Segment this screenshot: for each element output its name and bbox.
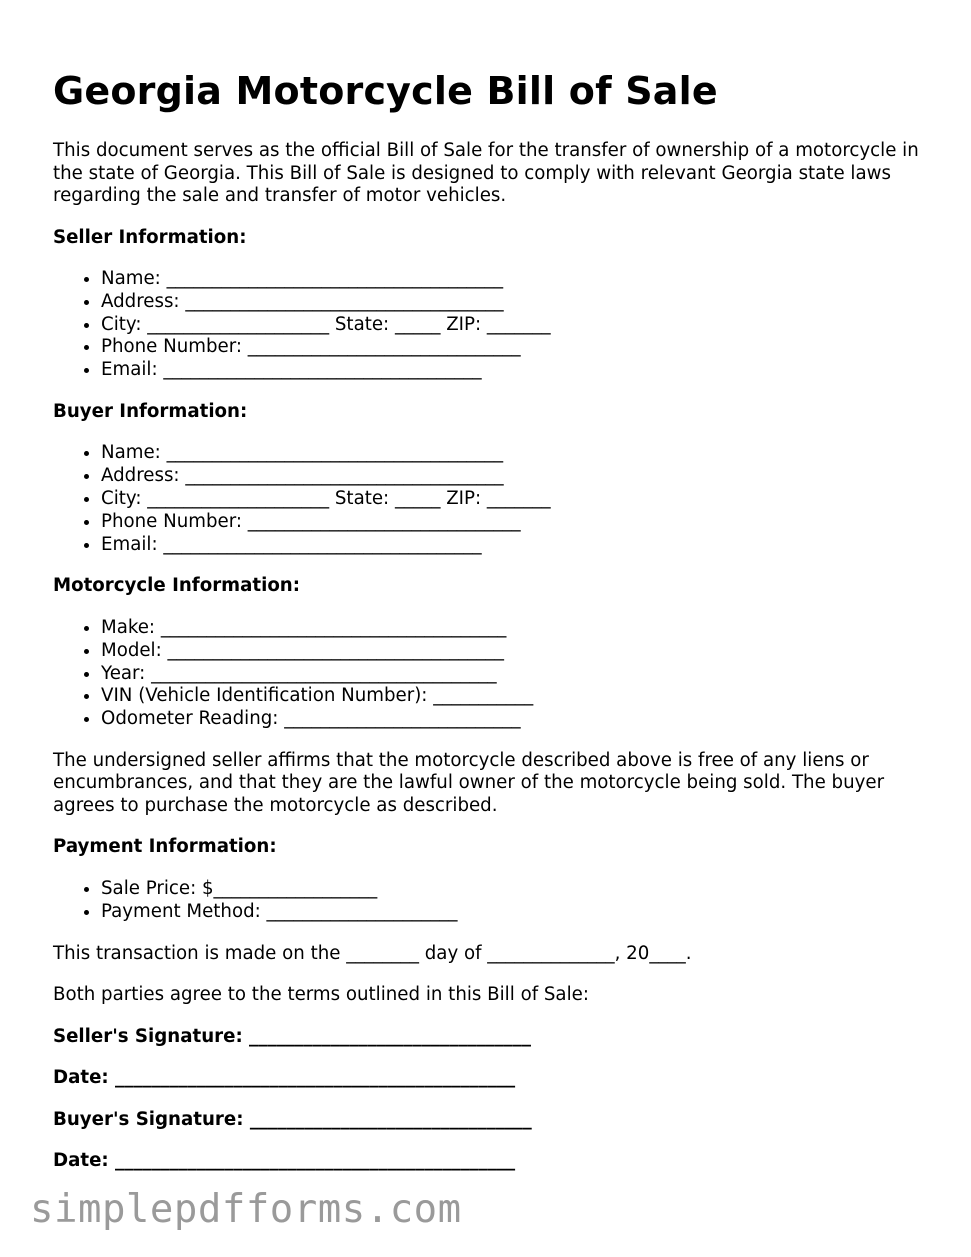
buyer-name-field[interactable]: • Name: _____________________________________ [101, 442, 923, 465]
seller-date-line[interactable]: Date: ____________________________________________ [53, 1067, 516, 1089]
buyer-city-state-zip-field[interactable]: • City: ____________________ State: _____ ZIP: _______ [101, 488, 923, 511]
seller-signature-line[interactable]: Seller's Signature: _______________________________ [53, 1025, 531, 1047]
seller-name-field[interactable]: • Name: _____________________________________ [101, 268, 923, 291]
motorcycle-section-heading: Motorcycle Information: [53, 575, 301, 597]
motorcycle-vin-field[interactable]: • VIN (Vehicle Identification Number): ___________ [101, 685, 923, 708]
seller-address-field[interactable]: • Address: ___________________________________ [101, 291, 923, 314]
seller-field-list [53, 268, 923, 382]
sale-price-field[interactable]: • Sale Price: $__________________ [101, 878, 923, 901]
document-title: Georgia Motorcycle Bill of Sale [53, 69, 718, 113]
agreement-line: Both parties agree to the terms outlined in this Bill of Sale: [53, 984, 589, 1006]
buyer-address-field[interactable]: • Address: ___________________________________ [101, 465, 923, 488]
seller-section-heading: Seller Information: [53, 226, 247, 248]
buyer-date-line[interactable]: Date: ____________________________________________ [53, 1150, 516, 1172]
buyer-phone-field[interactable]: • Phone Number: ______________________________ [101, 511, 923, 534]
payment-field-list [53, 878, 923, 924]
seller-email-field[interactable]: • Email: ___________________________________ [101, 359, 923, 382]
motorcycle-make-field[interactable]: • Make: ______________________________________ [101, 617, 923, 640]
buyer-signature-line[interactable]: Buyer's Signature: _______________________________ [53, 1108, 532, 1130]
buyer-field-list [53, 442, 923, 556]
watermark-text: simplepdfforms.com [30, 1187, 462, 1232]
seller-phone-field[interactable]: • Phone Number: ______________________________ [101, 336, 923, 359]
affirmation-paragraph: The undersigned seller affirms that the motorcycle described above is free of any liens or encumbrances, and that they are the lawful owner of the motorcycle being sold. The buyer agrees to purchase the motorcycle as described. [53, 749, 885, 816]
payment-section-heading: Payment Information: [53, 836, 277, 858]
transaction-date-line[interactable]: This transaction is made on the ________ day of ______________, 20____. [53, 942, 692, 964]
buyer-section-heading: Buyer Information: [53, 400, 248, 422]
motorcycle-field-list [53, 617, 923, 731]
document-page [53, 66, 923, 1173]
motorcycle-odometer-field[interactable]: • Odometer Reading: __________________________ [101, 708, 923, 731]
motorcycle-year-field[interactable]: • Year: ______________________________________ [101, 663, 923, 686]
buyer-email-field[interactable]: • Email: ___________________________________ [101, 534, 923, 557]
payment-method-field[interactable]: • Payment Method: _____________________ [101, 901, 923, 924]
motorcycle-model-field[interactable]: • Model: _____________________________________ [101, 640, 923, 663]
seller-city-state-zip-field[interactable]: • City: ____________________ State: _____ ZIP: _______ [101, 314, 923, 337]
intro-paragraph: This document serves as the official Bill of Sale for the transfer of ownership of a motorcycle in the state of Georgia. This Bill of Sale is designed to comply with relevant Georgia state laws regarding the sale and transfer of motor vehicles. [53, 140, 919, 206]
